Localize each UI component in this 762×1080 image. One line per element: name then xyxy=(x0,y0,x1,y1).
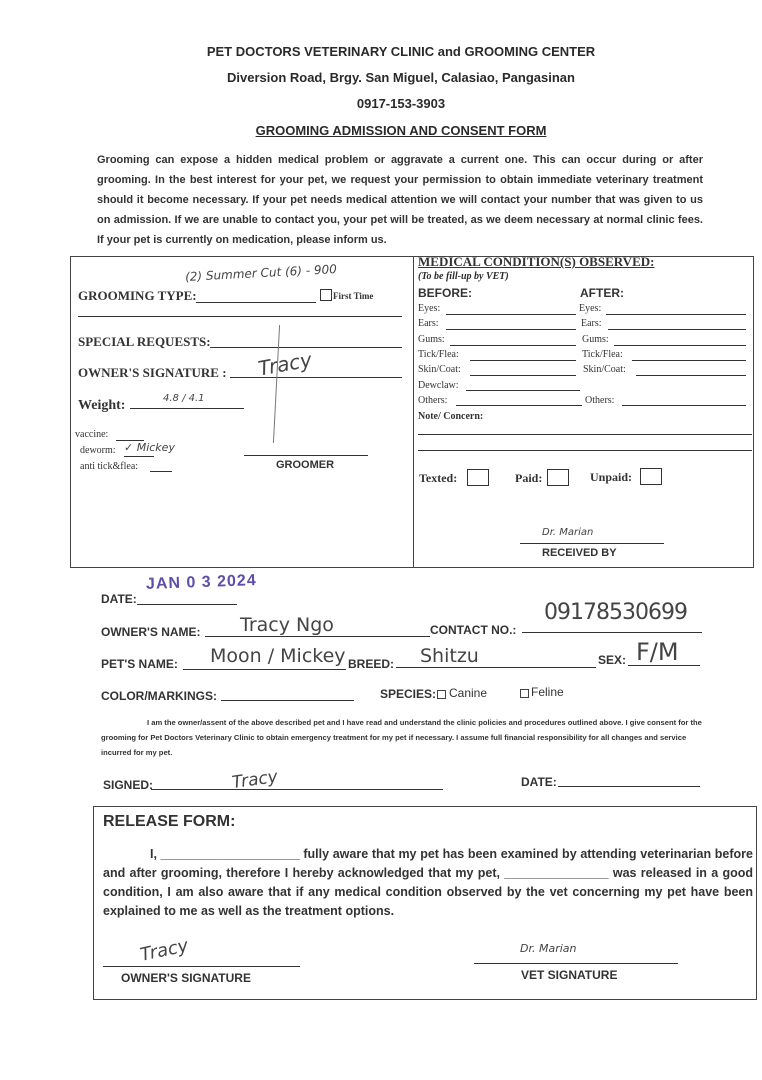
weight-value: 4.8 / 4.1 xyxy=(163,393,205,404)
clinic-address: Diversion Road, Brgy. San Miguel, Calasiao, Pangasinan xyxy=(227,70,575,85)
canine-label: Canine xyxy=(449,686,488,700)
release-owner-line[interactable] xyxy=(103,966,300,967)
before-gums-line[interactable] xyxy=(450,345,576,346)
owner-name-value: Tracy Ngo xyxy=(240,614,334,636)
after-gums-label: Gums: xyxy=(582,334,609,345)
medical-subtitle: (To be fill-up by VET) xyxy=(418,271,509,282)
unpaid-label: Unpaid: xyxy=(590,470,633,484)
intro-paragraph: Grooming can expose a hidden medical problem or aggravate a current one. This can occur during or after grooming. In the best interest for your pet, we request your permission to obtain immediate veterinary treatment should it become necessary. If your pet needs medical attention we will contact your number that was given to us on admission. If we are unable to contact you, your pet will be treated, as we deem necessary at normal clinic fees. If your pet is currently on medication, please inform us. xyxy=(97,154,703,246)
release-vet-label: VET SIGNATURE xyxy=(521,968,618,982)
note-label: Note/ Concern: xyxy=(418,411,484,422)
after-others-label: Others: xyxy=(585,395,615,406)
after-gums-line[interactable] xyxy=(614,345,746,346)
before-others-line[interactable] xyxy=(456,405,582,406)
consent-date-line[interactable] xyxy=(558,786,700,787)
deworm-label: deworm: xyxy=(80,445,116,456)
texted-label: Texted: xyxy=(419,471,458,485)
contact-line[interactable] xyxy=(522,632,702,633)
deworm-value: ✓ Mickey xyxy=(124,441,175,454)
pet-name-line[interactable] xyxy=(183,669,346,670)
weight-line[interactable] xyxy=(130,408,244,409)
contact-value: 09178530699 xyxy=(544,600,687,625)
antitick-line[interactable] xyxy=(150,471,172,472)
groomer-line[interactable] xyxy=(244,455,368,456)
after-skin-label: Skin/Coat: xyxy=(583,364,626,375)
paid-checkbox[interactable] xyxy=(547,469,569,486)
before-dewclaw-line[interactable] xyxy=(466,390,580,391)
after-label: AFTER: xyxy=(580,286,624,300)
after-ears-label: Ears: xyxy=(581,318,602,329)
release-owner-label: OWNER'S SIGNATURE xyxy=(121,971,251,985)
before-eyes-line[interactable] xyxy=(446,314,576,315)
grooming-extra-line xyxy=(78,316,402,317)
after-tick-line[interactable] xyxy=(632,360,746,361)
before-ears-line[interactable] xyxy=(446,329,576,330)
after-skin-line[interactable] xyxy=(636,375,746,376)
received-by-line[interactable] xyxy=(520,543,664,544)
signed-label: SIGNED: xyxy=(103,778,154,792)
clinic-name: PET DOCTORS VETERINARY CLINIC and GROOMING CENTER xyxy=(206,44,596,59)
before-label: BEFORE: xyxy=(418,286,472,300)
received-by-signature: Dr. Marian xyxy=(542,527,594,538)
before-tick-line[interactable] xyxy=(470,360,576,361)
texted-checkbox[interactable] xyxy=(467,469,489,486)
before-skin-label: Skin/Coat: xyxy=(418,364,461,375)
sex-label: SEX: xyxy=(598,653,627,667)
feline-label: Feline xyxy=(531,685,564,699)
first-time-label: First Time xyxy=(333,291,374,301)
before-gums-label: Gums: xyxy=(418,334,445,345)
release-vet-line[interactable] xyxy=(474,963,678,964)
after-others-line[interactable] xyxy=(622,405,746,406)
before-skin-line[interactable] xyxy=(470,375,576,376)
feline-checkbox[interactable] xyxy=(520,689,529,698)
after-ears-line[interactable] xyxy=(608,329,746,330)
pet-name-value: Moon / Mickey xyxy=(210,645,346,667)
release-vet-signature: Dr. Marian xyxy=(520,942,577,955)
breed-line[interactable] xyxy=(396,667,596,668)
note-line-1[interactable] xyxy=(418,434,752,435)
color-line[interactable] xyxy=(221,700,354,701)
owner-name-label: OWNER'S NAME: xyxy=(101,625,201,639)
clinic-phone: 0917-153-3903 xyxy=(356,96,446,111)
after-eyes-line[interactable] xyxy=(606,314,746,315)
release-text: I, ____________________ fully aware that my pet has been examined by attending veterinarian before and after grooming, therefore I hereby acknowledged that my pet, _______________ was released in a good condition, I am also aware that if any medical condition observed by the vet concerning my pet have been explained to me as well as the treatment options. xyxy=(103,847,753,918)
owner-signature-value: Tracy xyxy=(256,347,314,381)
species-label: SPECIES: xyxy=(380,687,437,701)
first-time-checkbox[interactable] xyxy=(320,289,332,301)
canine-checkbox[interactable] xyxy=(437,690,446,699)
sex-value: F/M xyxy=(636,638,679,666)
groomer-label: GROOMER xyxy=(276,459,335,471)
grooming-type-line xyxy=(196,302,316,303)
box-divider xyxy=(413,256,414,568)
consent-text: I am the owner/assent of the above described pet and I have read and understand the clinic policies and procedures outlined above. I give consent for the grooming for Pet Doctors Veterinary Clinic to obtain emergency treatment for my pet if necessary. I assume full financial responsibility for all changes and service incurred for my pet. xyxy=(101,718,702,757)
breed-value: Shitzu xyxy=(420,645,479,667)
after-eyes-label: Eyes: xyxy=(579,303,602,314)
owner-name-line[interactable] xyxy=(205,636,430,637)
form-title: GROOMING ADMISSION AND CONSENT FORM xyxy=(255,123,547,138)
date-line[interactable] xyxy=(137,604,237,605)
paid-label: Paid: xyxy=(515,471,543,485)
unpaid-checkbox[interactable] xyxy=(640,468,662,485)
release-owner-signature: Tracy xyxy=(138,935,191,966)
medical-title: MEDICAL CONDITION(S) OBSERVED: xyxy=(418,254,655,269)
release-title: RELEASE FORM: xyxy=(103,813,236,830)
signed-line[interactable] xyxy=(151,789,443,790)
date-stamp: JAN 0 3 2024 xyxy=(145,572,257,593)
breed-label: BREED: xyxy=(348,657,395,671)
before-dewclaw-label: Dewclaw: xyxy=(418,380,459,391)
grooming-type-label: GROOMING TYPE: xyxy=(78,288,197,303)
consent-date-label: DATE: xyxy=(521,775,557,789)
note-line-2[interactable] xyxy=(418,450,752,451)
deworm-line[interactable] xyxy=(124,456,154,457)
before-tick-label: Tick/Flea: xyxy=(418,349,459,360)
owner-signature-line[interactable] xyxy=(230,377,402,378)
received-by-label: RECEIVED BY xyxy=(542,547,617,559)
owner-signature-label: OWNER'S SIGNATURE : xyxy=(78,365,227,380)
pet-name-label: PET'S NAME: xyxy=(101,657,178,671)
grooming-type-value[interactable]: (2) Summer Cut (6) - 900 xyxy=(184,262,338,284)
before-ears-label: Ears: xyxy=(418,318,439,329)
weight-label: Weight: xyxy=(78,398,126,413)
antitick-label: anti tick&flea: xyxy=(80,461,139,472)
vaccine-label: vaccine: xyxy=(75,429,109,440)
before-others-label: Others: xyxy=(418,395,448,406)
signed-value: Tracy xyxy=(230,766,280,794)
before-eyes-label: Eyes: xyxy=(418,303,441,314)
date-label: DATE: xyxy=(101,592,137,606)
color-label: COLOR/MARKINGS: xyxy=(101,689,217,703)
special-requests-label: SPECIAL REQUESTS: xyxy=(78,334,211,349)
contact-label: CONTACT NO.: xyxy=(430,623,517,637)
after-tick-label: Tick/Flea: xyxy=(582,349,623,360)
